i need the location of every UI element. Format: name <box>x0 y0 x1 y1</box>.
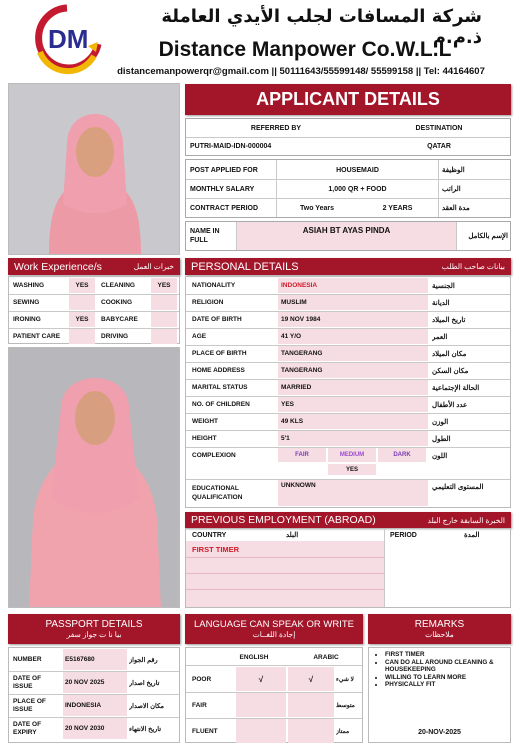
complexion-label-arabic: اللون <box>432 452 448 460</box>
personal-label: MARITAL STATUS <box>192 384 248 391</box>
personal-value: 5'1 <box>278 431 428 446</box>
work-skill-value <box>151 295 177 310</box>
work-skill-value <box>151 329 177 344</box>
remarks-title-arabic: ملاحظات <box>425 630 454 639</box>
personal-label-arabic: العمر <box>432 333 448 341</box>
post-label-arabic: الوظيفة <box>442 167 465 174</box>
previous-employment-title: PREVIOUS EMPLOYMENT (ABROAD) <box>191 514 376 526</box>
work-skill-label: DRIVING <box>101 333 129 340</box>
complexion-option: MEDIUM <box>328 448 376 462</box>
language-english-mark: √ <box>236 667 286 691</box>
personal-label-arabic: الديانة <box>432 299 450 307</box>
work-skill-label: BABYCARE <box>101 316 138 323</box>
language-english-header: ENGLISH <box>239 653 269 661</box>
remarks-list <box>369 648 510 689</box>
destination-label: DESTINATION <box>415 124 463 132</box>
applicant-photo-full <box>8 347 180 608</box>
contract-label: CONTRACT PERIOD <box>190 204 259 212</box>
work-skill-label: IRONING <box>13 316 41 323</box>
personal-label: AGE <box>192 333 207 340</box>
personal-details-title: PERSONAL DETAILS <box>191 260 299 273</box>
company-logo <box>28 4 106 76</box>
work-experience-title-arabic: خبرات العمل <box>133 262 174 271</box>
personal-details-title-arabic: بيانات صاحب الطلب <box>441 262 505 271</box>
education-label-arabic: المستوى التعليمي <box>432 484 484 491</box>
passport-label-arabic: تاريخ الانتهاء <box>129 725 162 733</box>
destination-value: QATAR <box>427 142 451 150</box>
passport-details-title-arabic: بيا نا ت جواز سفر <box>66 630 122 639</box>
period-label: PERIOD <box>390 531 417 539</box>
language-header <box>185 614 363 644</box>
country-label-arabic: البلد <box>286 532 299 539</box>
work-skill-label: COOKING <box>101 299 133 306</box>
personal-value: MUSLIM <box>278 295 428 310</box>
complexion-option: FAIR <box>278 448 326 462</box>
personal-details-table <box>185 276 511 508</box>
company-name-arabic: شركة المسافات لجلب الأيدي العاملة ذ.م.م <box>161 6 482 48</box>
language-level-label: POOR <box>192 675 212 683</box>
personal-label: HOME ADDRESS <box>192 367 245 374</box>
contract-value-words: Two Years <box>300 204 334 212</box>
name-label-arabic: الإسم بالكامل <box>468 232 508 240</box>
work-skill-value <box>151 312 177 327</box>
remark-item: • FIRST TIMER <box>385 651 506 659</box>
remarks-box <box>368 647 511 743</box>
passport-label: PLACE OF ISSUE <box>13 697 46 713</box>
personal-label: WEIGHT <box>192 418 218 425</box>
personal-value: INDONESIA <box>278 278 428 293</box>
passport-value: 20 NOV 2030 <box>63 718 127 739</box>
work-skill-value <box>69 295 95 310</box>
work-experience-header <box>8 258 180 275</box>
previous-employment-header <box>185 512 511 528</box>
previous-employment-title-arabic: الخبرة السابقة خارج البلد <box>427 515 505 525</box>
salary-value: 1,000 QR + FOOD <box>328 185 387 193</box>
remark-item: • WILLING TO LEARN MORE <box>385 674 506 682</box>
personal-value: TANGERANG <box>278 363 428 378</box>
previous-employment-table <box>185 528 511 608</box>
passport-label: DATE OF EXPIRY <box>13 720 42 736</box>
language-level-label-arabic: لا شيء <box>336 676 354 683</box>
post-value: HOUSEMAID <box>336 166 379 174</box>
complexion-label: COMPLEXION <box>192 452 236 459</box>
personal-label: DATE OF BIRTH <box>192 316 242 323</box>
salary-label-arabic: الراتب <box>442 186 461 193</box>
name-value: ASIAH BT AYAS PINDA <box>237 222 456 250</box>
personal-value: MARRIED <box>278 380 428 395</box>
language-arabic-header: ARABIC <box>313 653 339 661</box>
applicant-details-title <box>185 84 511 115</box>
personal-details-header <box>185 258 511 275</box>
work-skill-value <box>69 329 95 344</box>
passport-label: DATE OF ISSUE <box>13 674 42 690</box>
language-arabic-mark: √ <box>288 667 334 691</box>
work-skill-value: YES <box>151 278 177 293</box>
personal-value: 19 NOV 1984 <box>278 312 428 327</box>
work-experience-table <box>8 276 180 344</box>
work-skill-label: CLEANING <box>101 282 135 289</box>
language-english-mark <box>236 693 286 717</box>
personal-label: NO. OF CHILDREN <box>192 401 250 408</box>
work-skill-label: WASHING <box>13 282 45 289</box>
work-experience-title: Work Experience/s <box>14 260 102 273</box>
contact-line: distancemanpowerqr@gmail.com || 50111643/55599148/ 55599158 || Tel: 44164607 <box>117 66 485 77</box>
complexion-value: YES <box>328 464 376 475</box>
personal-label-arabic: الوزن <box>432 418 449 426</box>
passport-value: INDONESIA <box>63 695 127 716</box>
work-skill-label: PATIENT CARE <box>13 333 61 340</box>
contract-value-years: 2 YEARS <box>382 204 413 212</box>
language-arabic-mark <box>288 693 334 717</box>
remarks-header <box>368 614 511 644</box>
language-english-mark <box>236 719 286 743</box>
language-arabic-mark <box>288 719 334 743</box>
personal-label: NATIONALITY <box>192 282 236 289</box>
applicant-details-title-text: APPLICANT DETAILS <box>256 89 440 109</box>
first-timer-text: FIRST TIMER <box>192 545 240 554</box>
post-label: POST APPLIED FOR <box>190 166 258 174</box>
remarks-title: REMARKS <box>414 619 465 630</box>
passport-value: E5167680 <box>63 649 127 670</box>
personal-label: HEIGHT <box>192 435 217 442</box>
work-skill-value: YES <box>69 312 95 327</box>
referred-by-value: PUTRI-MAID-IDN-000004 <box>190 142 272 150</box>
complexion-option: DARK <box>378 448 426 462</box>
referred-by-label: REFERRED BY <box>250 124 302 132</box>
remarks-date: 20-NOV-2025 <box>418 729 461 736</box>
language-level-label-arabic: متوسط <box>336 702 355 709</box>
name-table <box>185 221 511 251</box>
period-label-arabic: المدة <box>464 532 480 539</box>
salary-label: MONTHLY SALARY <box>190 185 255 193</box>
language-table <box>185 647 363 743</box>
passport-details-header <box>8 614 180 644</box>
referral-table <box>185 118 511 156</box>
personal-value: 41 Y/O <box>278 329 428 344</box>
personal-label-arabic: الجنسية <box>432 282 455 290</box>
country-label: COUNTRY <box>192 531 227 539</box>
passport-label: NUMBER <box>13 655 42 663</box>
personal-value: 49 KLS <box>278 414 428 429</box>
personal-value: YES <box>278 397 428 412</box>
personal-label-arabic: مكان السكن <box>432 367 469 375</box>
language-level-label: FLUENT <box>192 727 218 735</box>
language-level-label-arabic: ممتاز <box>336 728 350 735</box>
name-label: NAME IN FULL <box>190 228 220 244</box>
contract-label-arabic: مدة العقد <box>442 205 470 212</box>
work-skill-value: YES <box>69 278 95 293</box>
passport-label-arabic: رقم الجواز <box>129 656 158 664</box>
post-table <box>185 159 511 218</box>
personal-label-arabic: الطول <box>432 435 451 443</box>
personal-label-arabic: الحالة الإجتماعية <box>432 384 480 392</box>
remark-item: • CAN DO ALL AROUND CLEANING & HOUSEKEEPING <box>385 659 506 674</box>
personal-label-arabic: مكان الميلاد <box>432 350 467 358</box>
personal-value: TANGERANG <box>278 346 428 361</box>
language-level-label: FAIR <box>192 701 207 709</box>
personal-label: PLACE OF BIRTH <box>192 350 247 357</box>
passport-label-arabic: تاريخ اصدار <box>129 679 160 687</box>
personal-label: RELIGION <box>192 299 224 306</box>
education-value: UNKNOWN <box>278 480 428 506</box>
passport-label-arabic: مكان الاصدار <box>129 702 165 710</box>
passport-value: 20 NOV 2025 <box>63 672 127 693</box>
personal-label-arabic: عدد الأطفال <box>432 401 468 409</box>
applicant-photo-top <box>8 83 180 255</box>
passport-details-title: PASSPORT DETAILS <box>45 619 143 630</box>
svg-text:DM: DM <box>48 24 89 54</box>
company-name-english: Distance Manpower Co.W.L.L <box>158 38 452 61</box>
work-skill-label: SEWING <box>13 299 40 306</box>
language-title: LANGUAGE CAN SPEAK OR WRITE <box>194 619 354 630</box>
remark-item: • PHYSICALLY FIT <box>385 681 506 689</box>
passport-details-table <box>8 647 180 743</box>
personal-label-arabic: تاريخ الميلاد <box>432 316 466 324</box>
language-title-arabic: إجادة اللغــات <box>252 630 296 639</box>
education-label: EDUCATIONAL QUALIFICATION <box>192 485 243 501</box>
